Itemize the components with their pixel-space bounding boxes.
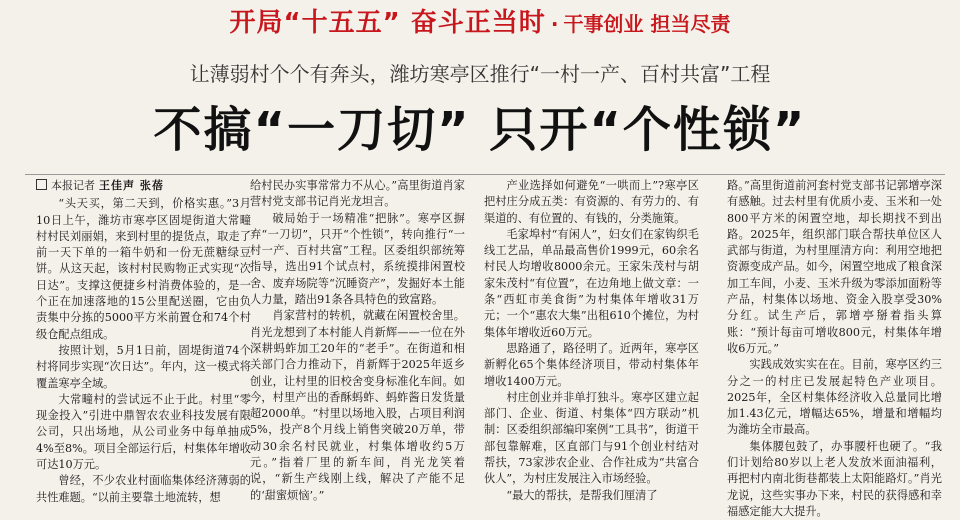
paragraph: 肖家营村的转机，就藏在闲置校舍里。肖光龙想到了本村能人肖新辉——一位在外深耕蚂蚱加工20年的“老手”。在街道和相关部门合力推动下，肖新辉于2025年返乡创业，让村里的旧校舍变身标准化车间。如今，村里产出的香酥蚂蚱、蚂蚱酱日发货量超2000单。“村里以场地入股，占项目利润5%，投产8个月线上销售突破20万单，带动30余名村民就业，村集体增收约5万元。”指着厂里的新车间，肖光龙笑着说，“新生产线刚上线，解决了产能不足的‘甜蜜烦恼’。” <box>250 309 465 502</box>
article-column-1 <box>36 178 251 504</box>
paragraph: 集体腰包鼓了，办事腰杆也硬了。“我们计划给80岁以上老人发放米面油福利，再把村内南北街巷都装上太阳能路灯。”肖光龙说，这些实事办下来，村民的获得感和幸福感定能大大提升。 <box>727 439 942 518</box>
byline-label: 本报记者 <box>51 179 95 192</box>
square-icon <box>36 179 47 190</box>
paragraph: 大常疃村的尝试远不止于此。村里“零现金投入”引进中鼎智农农业科技发展有限公司，只出场地，从公司业务中每单抽成4%至8%。项目全部运行后，村集体年增收可达10万元。 <box>36 392 251 472</box>
article-kicker: 让薄弱村个个有奔头，潍坊寒亭区推行“一村一产、百村共富”工程 <box>189 62 771 86</box>
paragraph: 毛家埠村“有闲人”，妇女们在家钩织毛线工艺品，单品最高售价1999元，60余名村民人均增收8000余元。王家朱茂村与胡家朱茂村“有位置”，在边角地上做文章：一条“西虹市美食街”为村集体年增收31万元；一个“惠农大集”出租610个摊位，为村集体年增收近60万元。 <box>484 227 699 339</box>
paragraph: 思路通了，路径明了。近两年，寒亭区新孵化65个集体经济项目，带动村集体年增收1400万元。 <box>484 341 699 388</box>
byline <box>36 178 251 194</box>
banner-sub-text: 干事创业 担当尽责 <box>563 12 731 36</box>
paragraph: 给村民办实事常常力不从心。”高里街道肖家营村党支部书记肖光龙坦言。 <box>250 179 465 209</box>
article-headline: 不搞“一刀切” 只开“个性锁” <box>153 102 807 158</box>
paragraph: 路。”高里街道前河套村党支部书记郭增亭深有感触。过去村里有优质小麦、玉米和一处800平方米的闲置空地，却长期找不到出路。2025年，组织部门联合帮扶单位区人武部与街道，为村里厘清方向：利用空地把资源变成产品。如今，闲置空地成了粮食深加工车间，小麦、玉米升级为零添加面粉等产品，村集体以场地、资金入股享受30%分红。试生产后，郭增亭掰着指头算账：“预计每亩可增收800元，村集体年增收6万元。” <box>727 179 942 355</box>
banner-separator: · <box>550 12 559 36</box>
divider-rule <box>25 174 945 175</box>
paragraph: 破局始于一场精准“把脉”。寒亭区摒弃“一刀切”，只开“个性锁”，转向推行“一村一产、百村共富”工程。区委组织部统筹指导，选出91个试点村，系统摸排闲置校舍、废弃场院等“沉睡资产”，发掘好本土能人力量，踏出91条各具特色的致富路。 <box>250 211 465 307</box>
paragraph: 实践成效实实在在。目前，寒亭区约三分之一的村庄已发展起特色产业项目。2025年，全区村集体经济收入总量同比增加1.43亿元，增幅达65%，增量和增幅均为潍坊全市最高。 <box>727 358 942 437</box>
banner-main-text: 开局“十五五” 奋斗正当时 <box>229 8 546 38</box>
paragraph: 村庄创业并非单打独斗。寒亭区建立起部门、企业、街道、村集体“四方联动”机制：区委组织部编印案例“工具书”，街道干部包靠解难，区直部门与91个创业村结对帮扶，73家涉农企业、合作社成为“共富合伙人”，为村庄发展注入市场经验。 <box>484 390 699 486</box>
paragraph: “头天买，第二天到，价格实惠。”3月10日上午，潍坊市寒亭区固堤街道大常疃村村民刘丽娟，来到村里的提货点，取走了前一天下单的一箱牛奶和一份无蔗糖绿豆饼。从这天起，该村村民购物正式实现“次日达”。支撑这便捷乡村消费体验的，是一个正在加速落地的15公里配送圈，它由负责集中分拣的5000平方米前置仓和74个村级仓配点组成。 <box>36 197 251 341</box>
article-column-3 <box>484 178 699 504</box>
article-column-4 <box>727 178 942 518</box>
paragraph: “最大的帮扶，是帮我们厘清了 <box>506 488 658 502</box>
paragraph: 产业选择如何避免“一哄而上”?寒亭区把村庄分成五类：有资源的、有劳力的、有渠道的、有位置的、有钱的，分类施策。 <box>484 179 699 225</box>
paragraph: 按照计划，5月1日前，固堤街道74个村将同步实现“次日达”。年内，这一模式将覆盖寒亭全域。 <box>36 343 251 390</box>
article-column-2 <box>250 178 465 504</box>
section-banner <box>0 2 960 44</box>
byline-names: 王佳声 张蓓 <box>99 179 164 192</box>
paragraph: 曾经，不少农业村面临集体经济薄弱的共性难题。“以前主要靠土地流转，想 <box>36 474 251 504</box>
